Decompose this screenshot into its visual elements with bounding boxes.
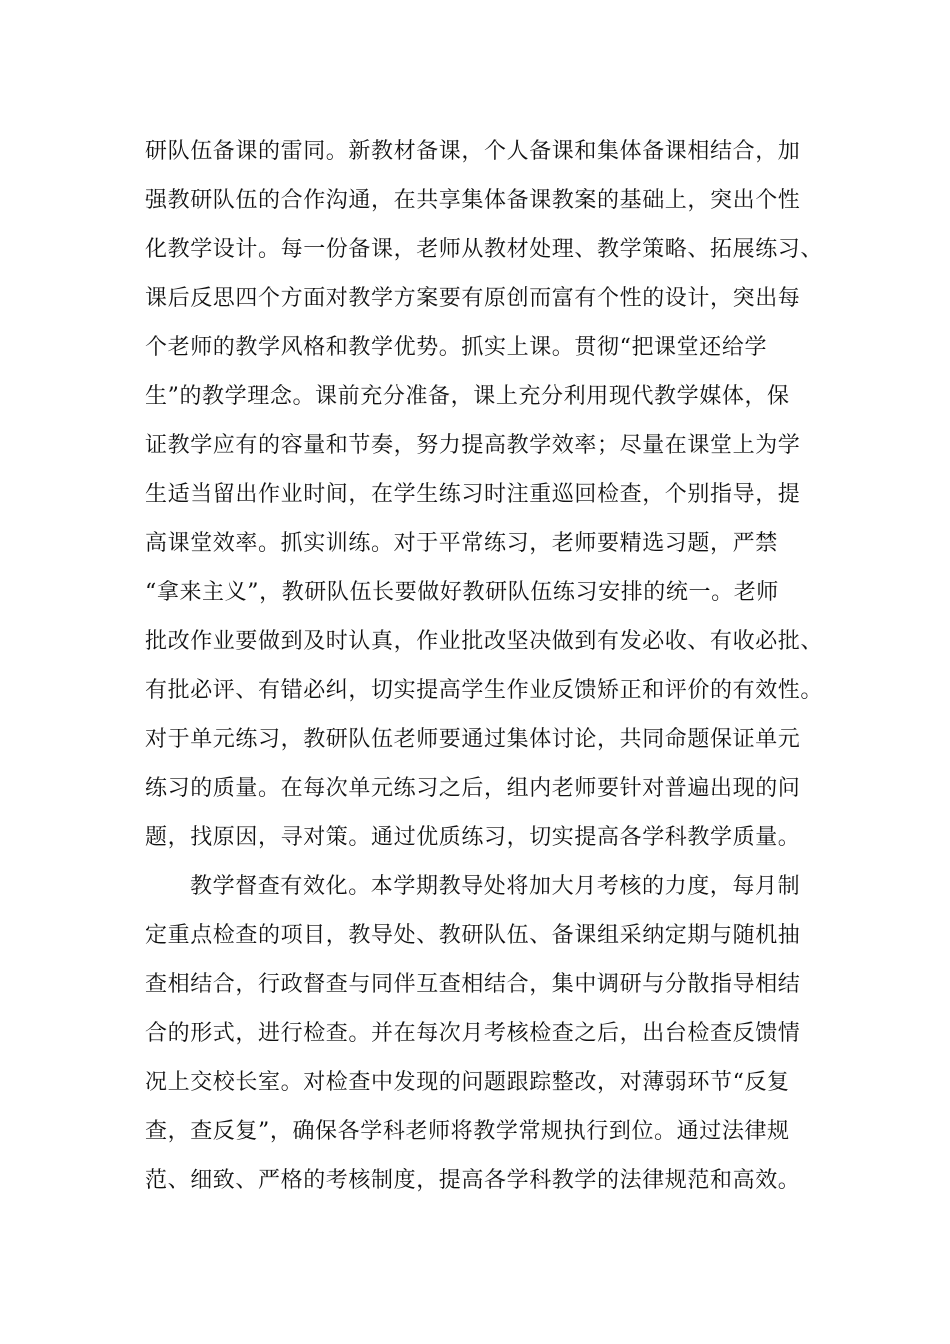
- text-line: 对于单元练习，教研队伍老师要通过集体讨论，共同命题保证单元: [145, 727, 801, 752]
- text-line: 化教学设计。每一份备课，老师从教材处理、教学策略、拓展练习、: [145, 237, 824, 262]
- text-line: 批改作业要做到及时认真，作业批改坚决做到有发必收、有收必批、: [145, 629, 824, 654]
- text-line: 个老师的教学风格和教学优势。抓实上课。贯彻“把课堂还给学: [145, 335, 768, 360]
- text-line: 练习的质量。在每次单元练习之后，组内老师要针对普遍出现的问: [145, 776, 801, 801]
- text-line: 研队伍备课的雷同。新教材备课，个人备课和集体备课相结合，加: [145, 139, 801, 164]
- document-body: [145, 127, 825, 1205]
- text-line: 课后反思四个方面对教学方案要有原创而富有个性的设计，突出每: [145, 286, 801, 311]
- text-line: 合的形式，进行检查。并在每次月考核检查之后，出台检查反馈情: [145, 1021, 801, 1046]
- text-line: 查相结合，行政督查与同伴互查相结合，集中调研与分散指导相结: [145, 972, 801, 997]
- text-line: 生”的教学理念。课前充分准备，课上充分利用现代教学媒体，保: [145, 384, 790, 409]
- text-line: 题，找原因，寻对策。通过优质练习，切实提高各学科教学质量。: [145, 825, 801, 850]
- text-line: 生适当留出作业时间，在学生练习时注重巡回检查，个别指导，提: [145, 482, 801, 507]
- text-line: 证教学应有的容量和节奏，努力提高教学效率；尽量在课堂上为学: [145, 433, 801, 458]
- text-line: 范、细致、严格的考核制度，提高各学科教学的法律规范和高效。: [145, 1168, 801, 1193]
- text-line: 高课堂效率。抓实训练。对于平常练习，老师要精选习题，严禁: [145, 531, 778, 556]
- text-line: 况上交校长室。对检查中发现的问题跟踪整改，对薄弱环节“反复: [145, 1070, 790, 1095]
- text-line: 查，查反复”，确保各学科老师将教学常规执行到位。通过法律规: [145, 1119, 790, 1144]
- text-line: 定重点检查的项目，教导处、教研队伍、备课组采纳定期与随机抽: [145, 923, 801, 948]
- paragraph-first-line: 教学督查有效化。本学期教导处将加大月考核的力度，每月制: [190, 874, 801, 899]
- text-line: 有批必评、有错必纠，切实提高学生作业反馈矫正和评价的有效性。: [145, 678, 824, 703]
- text-line: 强教研队伍的合作沟通，在共享集体备课教案的基础上，突出个性: [145, 188, 801, 213]
- text-line: “拿来主义”，教研队伍长要做好教研队伍练习安排的统一。老师: [145, 580, 779, 605]
